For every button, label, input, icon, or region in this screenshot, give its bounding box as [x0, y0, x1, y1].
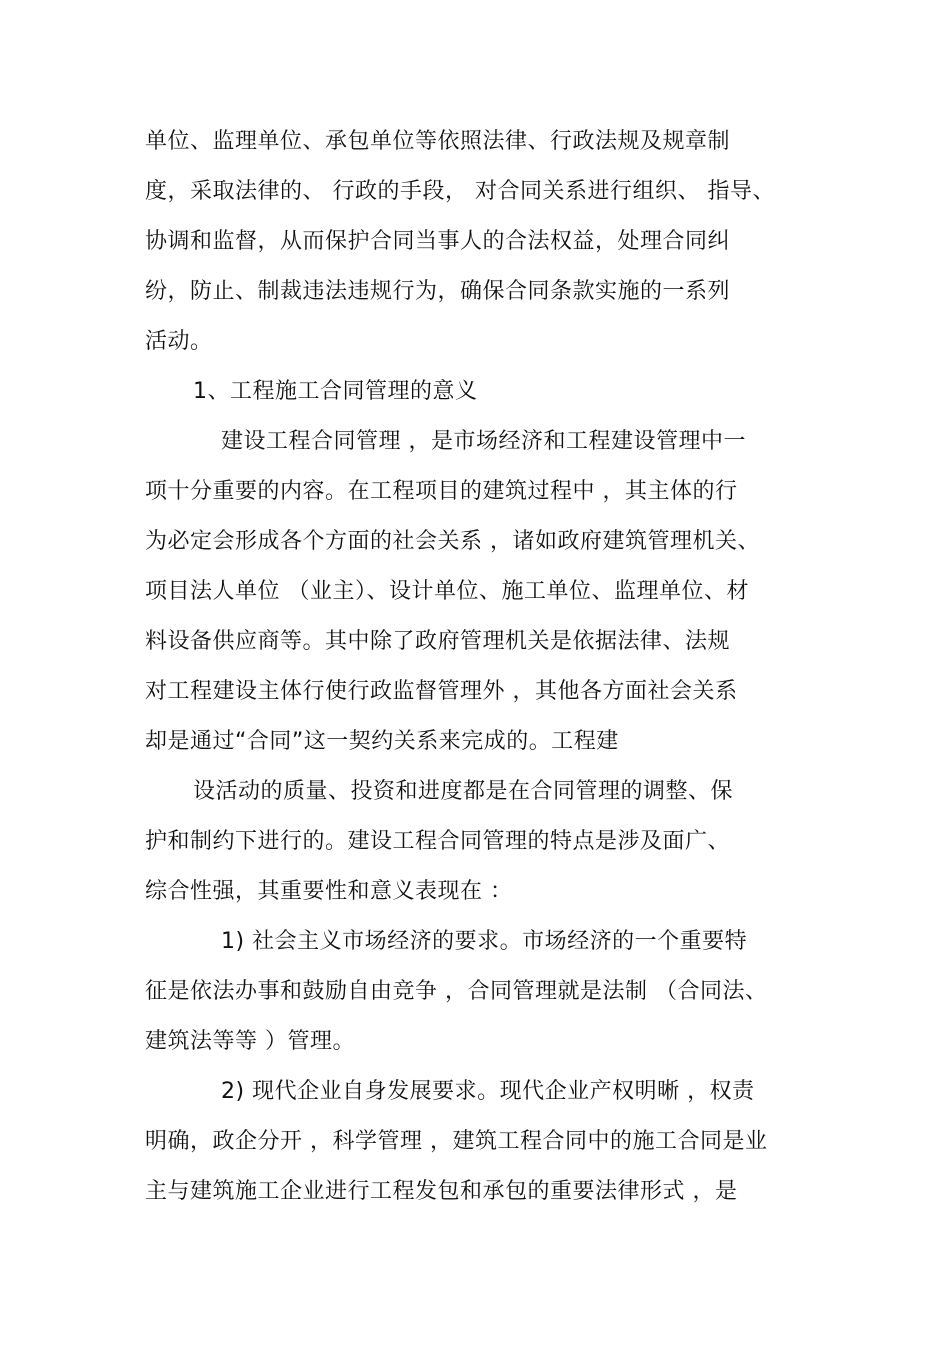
- list-item: 1) 社会主义市场经济的要求。市场经济的一个重要特: [221, 929, 748, 954]
- text-line: 建筑法等等 ）管理。: [145, 1029, 355, 1054]
- text-line: 主与建筑施工企业进行工程发包和承包的重要法律形式 ，是: [145, 1179, 738, 1204]
- text-line: 护和制约下进行的。建设工程合同管理的特点是涉及面广、: [145, 829, 731, 854]
- text-line: 建设工程合同管理 ，是市场经济和工程建设管理中一: [221, 429, 746, 454]
- list-item: 2) 现代企业自身发展要求。现代企业产权明晰 ，权责: [221, 1079, 755, 1104]
- text-line: 项十分重要的内容。在工程项目的建筑过程中 ，其主体的行: [145, 479, 738, 504]
- text-line: 度，采取法律的、 行政的手段， 对合同关系进行组织、 指导、: [145, 179, 775, 204]
- text-line: 明确，政企分开 ，科学管理 ，建筑工程合同中的施工合同是业: [145, 1129, 768, 1154]
- text-line: 综合性强，其重要性和意义表现在 ：: [145, 879, 513, 904]
- text-line: 对工程建设主体行使行政监督管理外 ，其他各方面社会关系: [145, 679, 738, 704]
- text-line: 纷，防止、制裁违法违规行为，确保合同条款实施的一系列: [145, 279, 731, 304]
- text-line: 活动。: [145, 329, 213, 354]
- text-line: 单位、监理单位、承包单位等依照法律、行政法规及规章制: [145, 129, 731, 154]
- text-line: 协调和监督，从而保护合同当事人的合法权益，处理合同纠: [145, 229, 731, 254]
- section-heading: 1、工程施工合同管理的意义: [193, 379, 478, 404]
- text-line: 料设备供应商等。其中除了政府管理机关是依据法律、法规: [145, 629, 731, 654]
- text-line: 为必定会形成各个方面的社会关系 ，诸如政府建筑管理机关、: [145, 529, 760, 554]
- text-line: 设活动的质量、投资和进度都是在合同管理的调整、保: [193, 779, 734, 804]
- text-line: 却是通过“合同”这一契约关系来完成的。工程建: [145, 729, 619, 754]
- text-line: 项目法人单位 （业主）、设计单位、施工单位、监理单位、材: [145, 579, 749, 604]
- text-line: 征是依法办事和鼓励自由竞争 ，合同管理就是法制 （合同法、: [145, 979, 768, 1004]
